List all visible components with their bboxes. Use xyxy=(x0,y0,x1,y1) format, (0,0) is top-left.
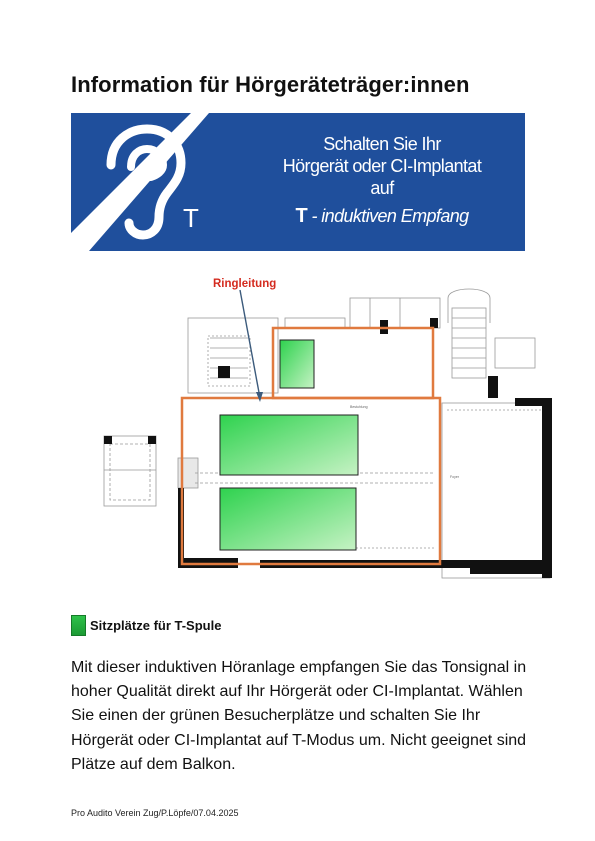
footer: Pro Audito Verein Zug/P.Löpfe/07.04.2025 xyxy=(71,808,239,818)
page-title: Information für Hörgeräteträger:innen xyxy=(71,72,470,97)
banner-line-2: Hörgerät oder CI-Implantat xyxy=(282,156,482,176)
body-text: Mit dieser induktiven Höranlage empfangen Sie das Tonsignal in hoher Qualität direkt auf Ihr Hörgerät oder CI-Implantat. Wählen Sie einen der grünen Besucherplätze und schalten Sie Ihr Hörgerät oder CI-Implantat auf T-Modus um. Nicht geeignet sind Plätze auf dem Balkon. xyxy=(71,659,527,773)
banner-line-4-rest: - induktiven Empfang xyxy=(307,206,469,226)
symbol-letter: T xyxy=(183,203,199,233)
seat-block-upper xyxy=(280,340,314,388)
svg-text:Bestuhlung: Bestuhlung xyxy=(350,405,368,409)
plan-small-labels xyxy=(350,405,460,479)
banner-line-4 xyxy=(239,205,525,227)
legend-label: Sitzplätze für T-Spule xyxy=(90,618,222,633)
ring-label: Ringleitung xyxy=(213,278,277,290)
floor-plan xyxy=(70,278,560,588)
seat-block-middle xyxy=(220,415,358,475)
hearing-loop-banner xyxy=(71,113,525,251)
banner-t-letter: T xyxy=(295,205,308,227)
legend xyxy=(71,615,221,636)
banner-text xyxy=(239,133,525,227)
ring-arrow xyxy=(240,290,260,398)
seat-block-lower xyxy=(220,488,356,550)
banner-line-3: auf xyxy=(370,178,394,198)
banner-line-1: Schalten Sie Ihr xyxy=(323,134,441,154)
legend-swatch xyxy=(71,615,86,636)
svg-text:Foyer: Foyer xyxy=(450,475,459,479)
